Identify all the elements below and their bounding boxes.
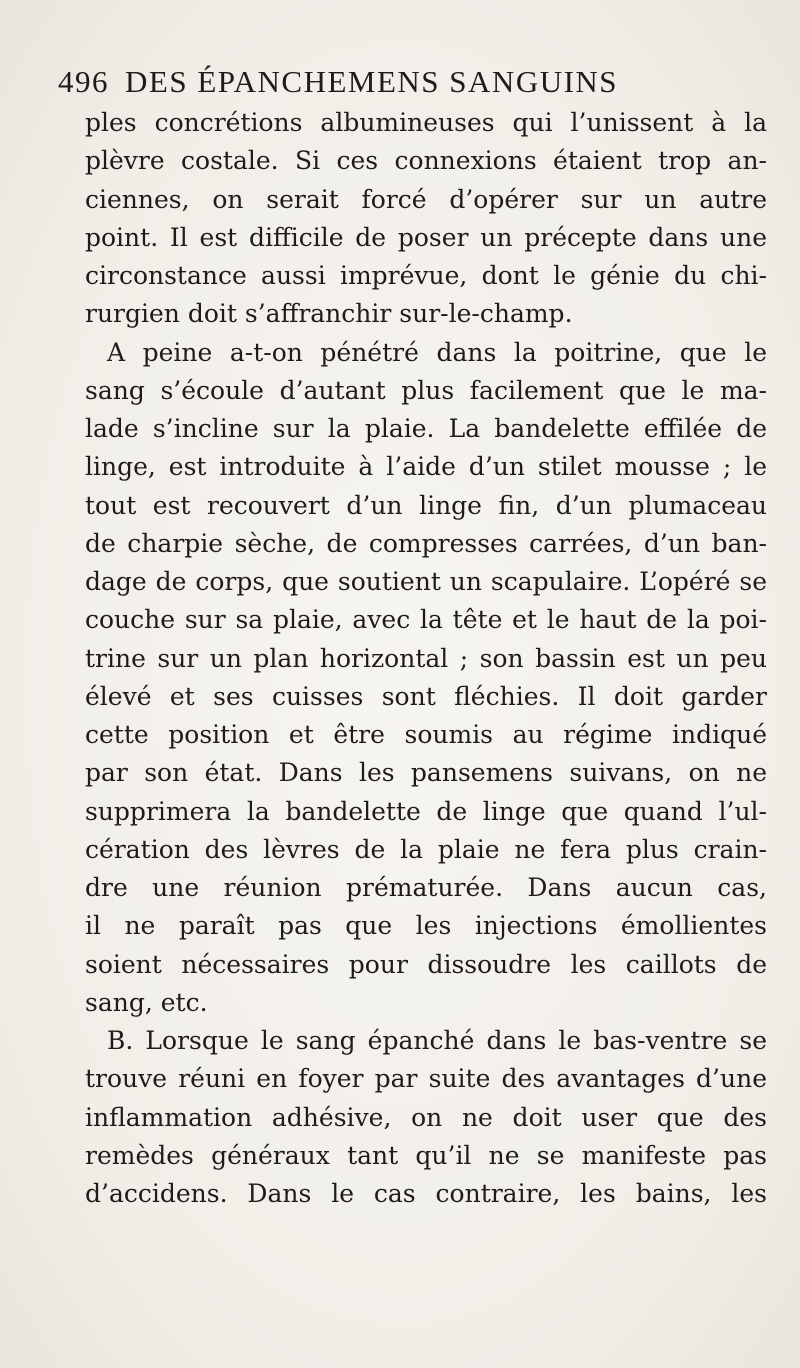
- text-line: il ne paraît pas que les injections émollientes: [85, 911, 767, 941]
- text-line: cette position et être soumis au régime indiqué: [85, 720, 767, 749]
- text-line: sang, etc.: [85, 987, 208, 1017]
- text-line: point. Il est difficile de poser un précepte dans une: [85, 222, 767, 252]
- text-line: ciennes, on serait forcé d’opérer sur un autre: [85, 184, 767, 214]
- text-line: remèdes généraux tant qu’il ne se manifeste pas: [85, 1140, 767, 1170]
- text-line: dre une réunion prématurée. Dans aucun cas,: [85, 873, 767, 902]
- text-line: soient nécessaires pour dissoudre les caillots de: [85, 949, 767, 979]
- text-line: trine sur un plan horizontal ; son bassin est un peu: [85, 643, 767, 673]
- text-line: dage de corps, que soutient un scapulaire. L’opéré se: [85, 567, 767, 596]
- text-line: rurgien doit s’affranchir sur-le-champ.: [85, 299, 573, 329]
- text-line: de charpie sèche, de compresses carrées, d’un ban-: [85, 528, 767, 558]
- page-number: 496: [58, 64, 109, 99]
- text-line: lade s’incline sur la plaie. La bandelette effilée de: [85, 414, 767, 443]
- text-line: plèvre costale. Si ces connexions étaient trop an-: [85, 146, 767, 176]
- paragraph-start-line: A peine a-t-on pénétré dans la poitrine, que le: [107, 337, 767, 367]
- text-line: d’accidens. Dans le cas contraire, les bains, les: [85, 1179, 767, 1208]
- text-line: tout est recouvert d’un linge fin, d’un plumaceau: [85, 490, 767, 520]
- text-line: linge, est introduite à l’aide d’un stilet mousse ; le: [85, 452, 767, 482]
- text-line: circonstance aussi imprévue, dont le génie du chi-: [85, 261, 767, 290]
- text-line: inflammation adhésive, on ne doit user que des: [85, 1102, 767, 1132]
- text-line: sang s’écoule d’autant plus facilement que le ma-: [85, 375, 767, 405]
- text-line: couche sur sa plaie, avec la tête et le haut de la poi-: [85, 605, 767, 635]
- running-title: DES ÉPANCHEMENS SANGUINS: [125, 64, 619, 99]
- text-line: cération des lèvres de la plaie ne fera plus crain-: [85, 834, 767, 864]
- paragraph-start-line: B. Lorsque le sang épanché dans le bas-ventre se: [107, 1026, 767, 1055]
- text-line: élevé et ses cuisses sont fléchies. Il doit garder: [85, 681, 767, 711]
- body-text: [85, 104, 767, 1213]
- text-line: supprimera la bandelette de linge que quand l’ul-: [85, 796, 767, 826]
- text-line: trouve réuni en foyer par suite des avantages d’une: [85, 1064, 767, 1094]
- running-header: [58, 60, 778, 104]
- text-line: par son état. Dans les pansemens suivans, on ne: [85, 758, 767, 788]
- text-line: ples concrétions albumineuses qui l’unissent à la: [85, 108, 767, 137]
